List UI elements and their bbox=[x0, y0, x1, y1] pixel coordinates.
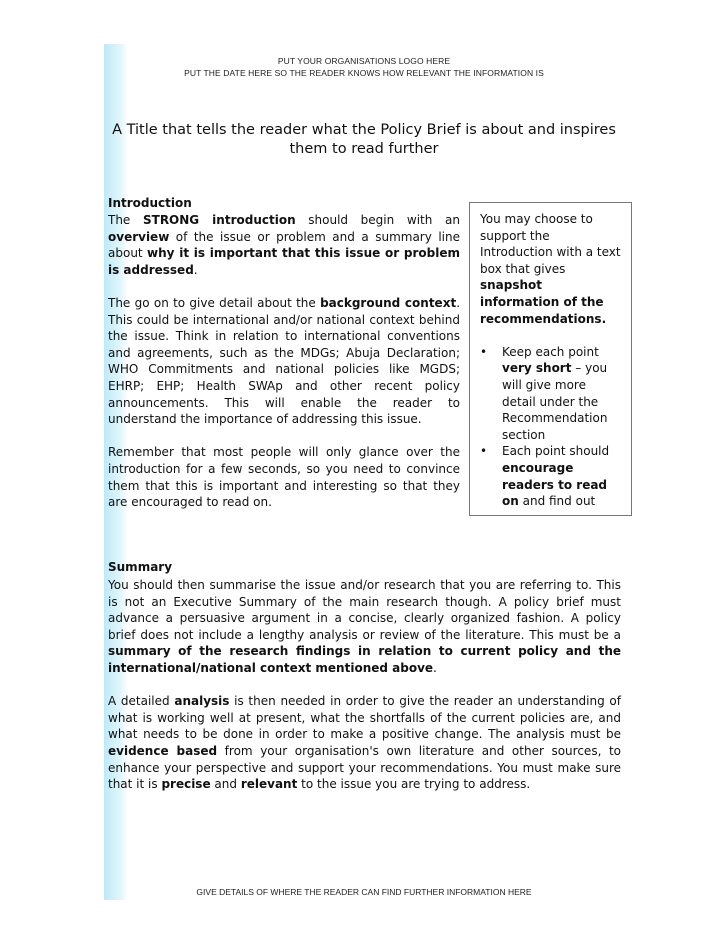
text-run: A detailed bbox=[108, 694, 175, 709]
bold-text-run: background context bbox=[320, 295, 457, 310]
text-run: . bbox=[433, 660, 437, 675]
bold-text-run: STRONG introduction bbox=[142, 213, 296, 227]
text-run: . This could be international and/or national context behind the issue. Think in relation to international conventions and agreements, such as the MDGs; Abuja Declaration; WHO Commitments and national policies like MGDS; EHRP; EHP; Health SWAp and other recent policy announcements. This will enable the reader to understand the importance of addressing this issue. bbox=[108, 295, 461, 427]
introduction-paragraph-3: Remember that most people will only glance over the introduction for a few seconds, so you need to convince them that this is important and interesting so that they are encouraged to read on. bbox=[108, 445, 460, 510]
text-run: Each point should bbox=[502, 444, 610, 459]
further-information-note: GIVE DETAILS OF WHERE THE READER CAN FIND FURTHER INFORMATION HERE bbox=[196, 887, 532, 897]
bold-text-run: summary of the research findings in relation to current policy and the international/national context mentioned above bbox=[108, 644, 621, 675]
bold-text-run: relevant bbox=[240, 777, 298, 792]
text-run: should begin with an bbox=[295, 213, 460, 227]
text-run: . bbox=[193, 262, 198, 277]
bold-text-run: encourage readers to read on bbox=[502, 460, 608, 509]
summary-paragraph-1 bbox=[108, 577, 621, 677]
text-run: and bbox=[210, 777, 241, 792]
text-run: The go on to give detail about the bbox=[108, 295, 321, 310]
bold-text-run: why it is important that this issue or problem is addressed bbox=[108, 246, 461, 277]
logo-placeholder-note: PUT YOUR ORGANISATIONS LOGO HERE bbox=[277, 56, 451, 66]
text-run: to the issue you are trying to address. bbox=[297, 777, 531, 792]
text-run: The bbox=[108, 213, 143, 227]
text-box-bullet-item bbox=[480, 344, 622, 444]
bold-text-run: overview bbox=[108, 229, 170, 244]
introduction-paragraph-2 bbox=[108, 295, 460, 428]
bold-text-run: very short bbox=[502, 361, 572, 376]
text-run: and find out bbox=[518, 494, 596, 509]
summary-paragraph-2 bbox=[108, 693, 621, 793]
bold-text-run: analysis bbox=[174, 694, 230, 709]
text-run: You may choose to support the Introduction with a text box that gives bbox=[480, 212, 621, 276]
text-run: – you will give more detail under the Recommendation section bbox=[502, 361, 608, 442]
introduction-heading: Introduction bbox=[108, 196, 192, 210]
text-box-bullet-item bbox=[480, 443, 622, 509]
text-box-intro bbox=[480, 211, 622, 327]
date-placeholder-note: PUT THE DATE HERE SO THE READER KNOWS HOW RELEVANT THE INFORMATION IS bbox=[184, 68, 544, 78]
text-run: You should then summarise the issue and/or research that you are referring to. This is not an Executive Summary of the main research though. A policy brief must advance a persuasive argument in a concise, clearly organized fashion. A policy brief does not include a lengthy analysis or review of the literature. This must be a bbox=[108, 578, 621, 642]
text-box-bullet-list bbox=[480, 344, 622, 510]
bold-text-run: evidence based bbox=[108, 743, 218, 758]
text-run: Keep each point bbox=[502, 344, 599, 359]
document-title: A Title that tells the reader what the Policy Brief is about and inspires them to read further bbox=[112, 122, 616, 157]
text-run: of the issue or problem and a summary line about bbox=[108, 229, 460, 261]
introduction-paragraph-1 bbox=[108, 212, 460, 278]
bold-text-run: precise bbox=[161, 777, 211, 792]
bold-text-run: snapshot information of the recommendations. bbox=[480, 278, 607, 326]
summary-section bbox=[108, 577, 621, 809]
text-run: is then needed in order to give the reader an understanding of what is working well at present, what the shortfalls of the current policies are, and what needs to be done in order to make a positive change. The analysis must be bbox=[108, 694, 621, 742]
introduction-section bbox=[108, 212, 460, 527]
bullet-icon: • bbox=[480, 444, 488, 459]
summary-heading: Summary bbox=[108, 560, 173, 574]
snapshot-text-box bbox=[469, 202, 632, 516]
text-run: from your organisation's own literature and other sources, to enhance your perspective and support your recommendations. You must make sure that it is bbox=[108, 743, 622, 792]
bullet-icon: • bbox=[480, 344, 488, 359]
